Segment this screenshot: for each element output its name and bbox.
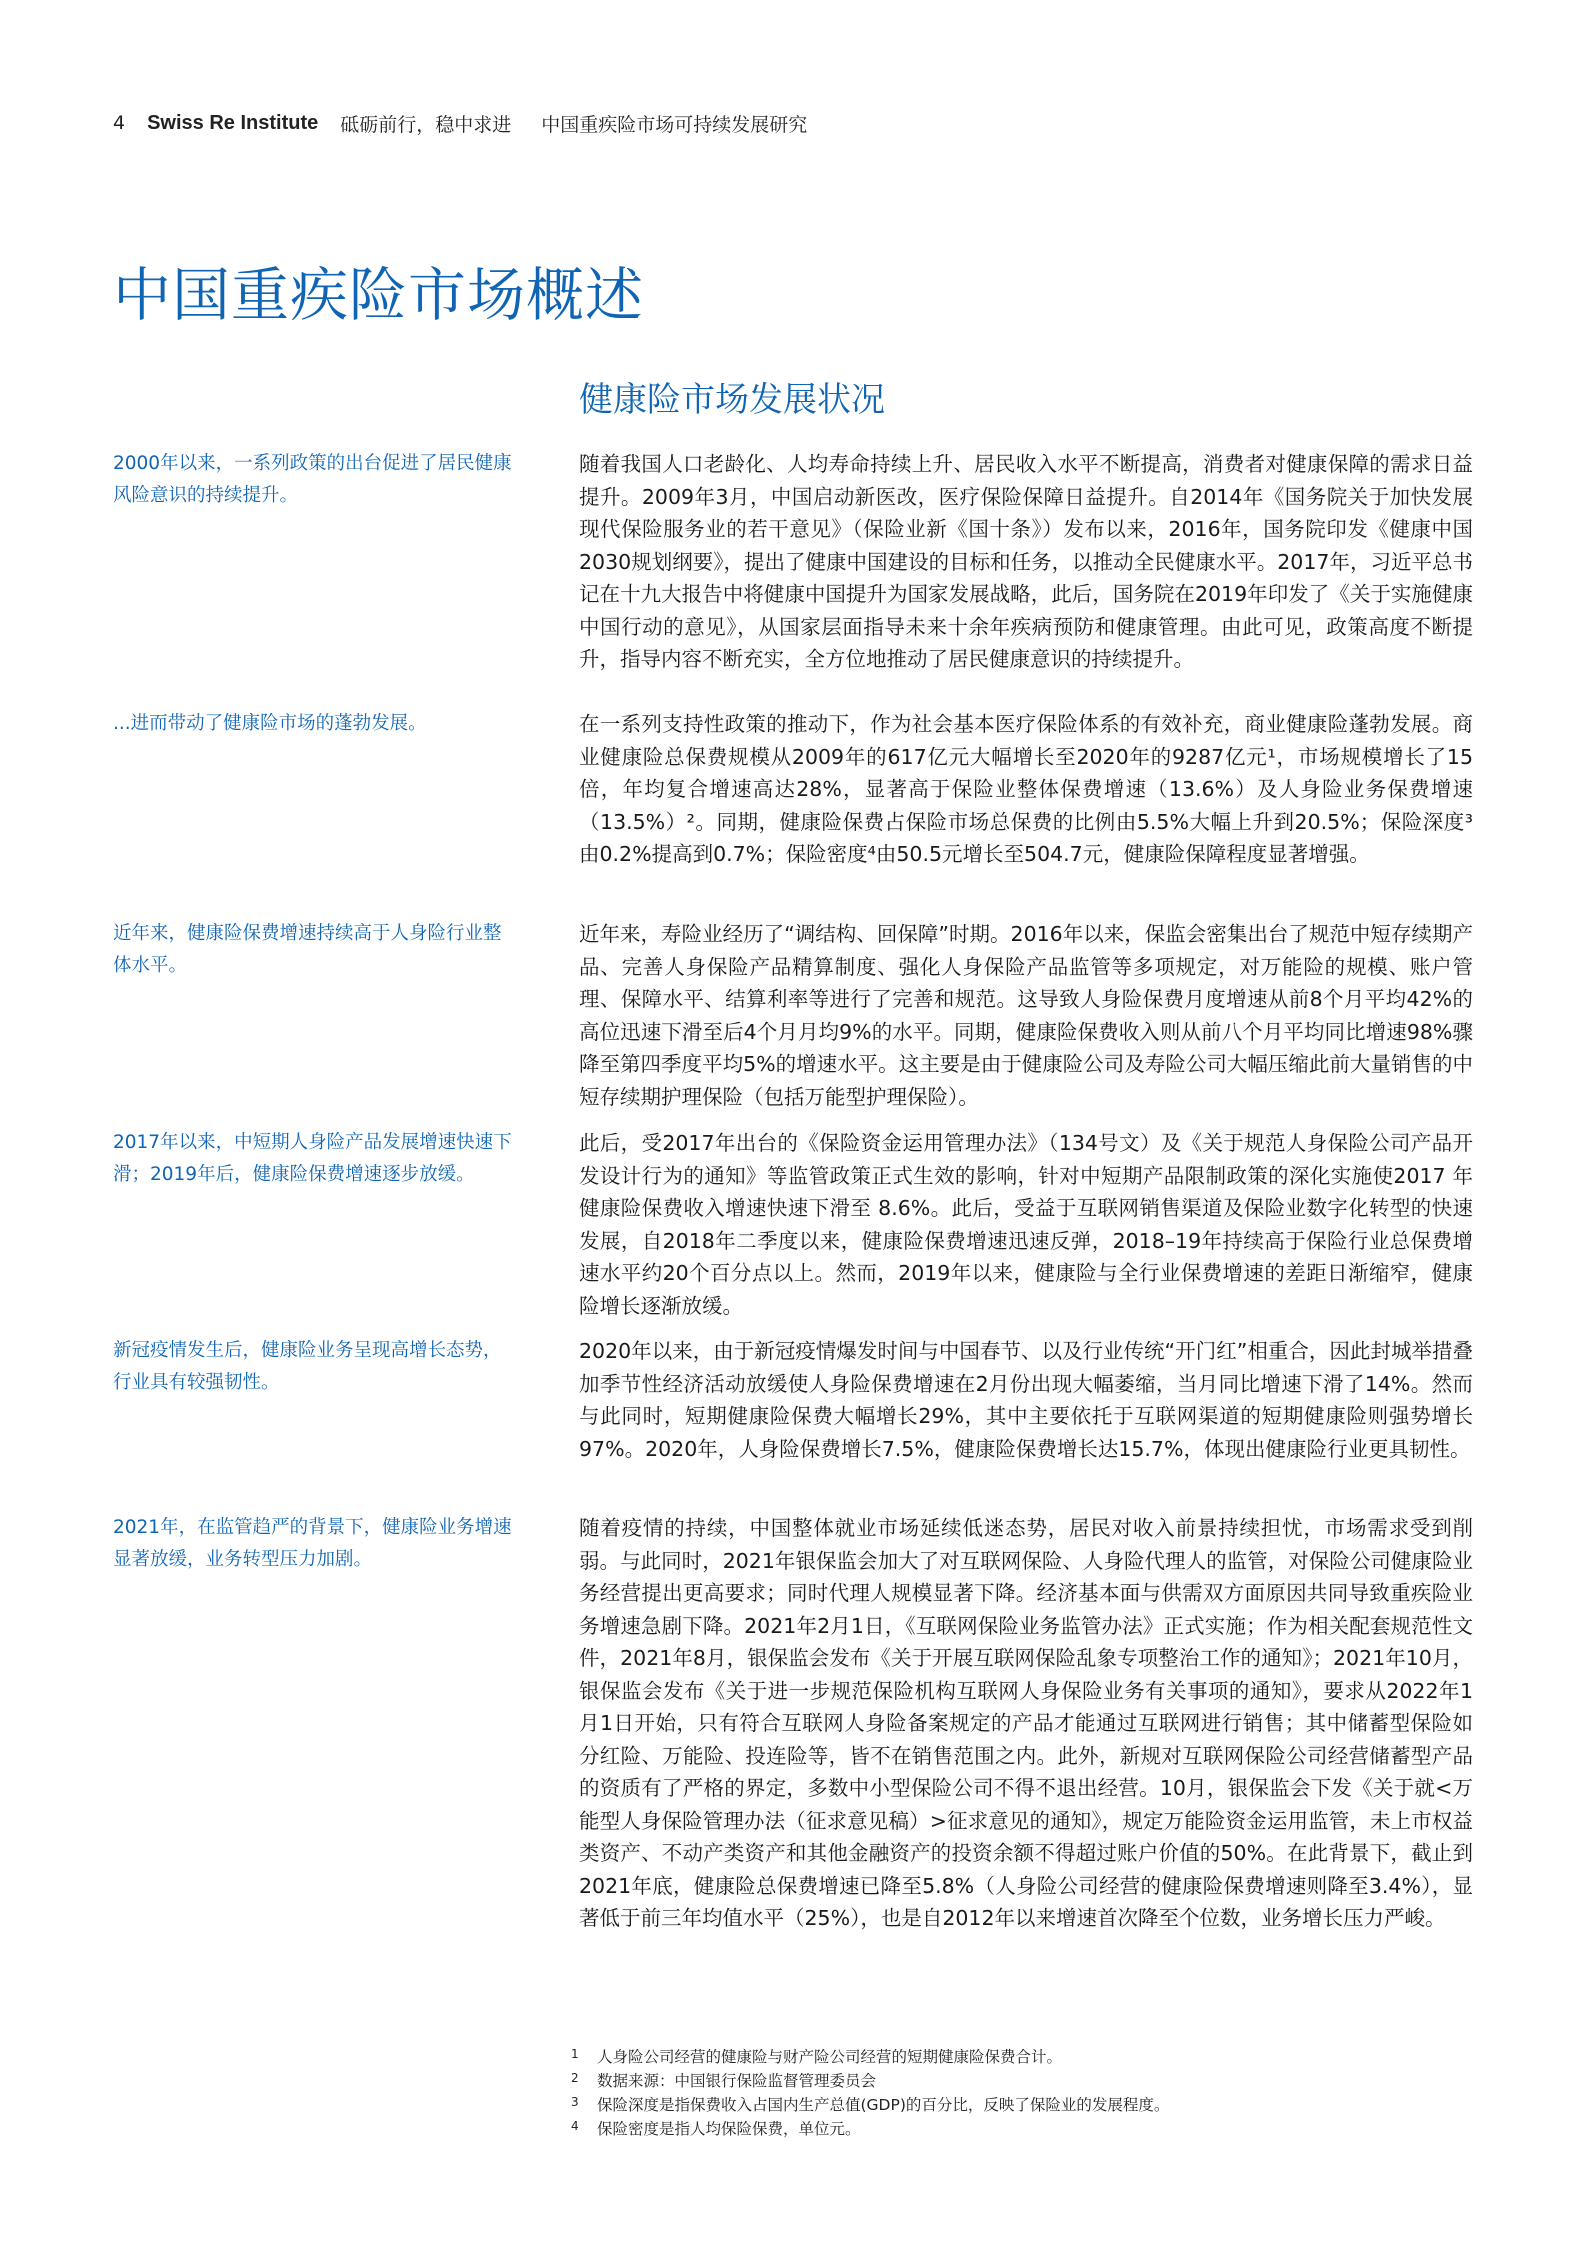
running-header <box>113 108 807 138</box>
brand-name: Swiss Re Institute <box>147 111 319 134</box>
margin-note: 近年来，健康险保费增速持续高于人身险行业整体水平。 <box>113 923 502 976</box>
section-heading: 健康险市场发展状况 <box>579 380 885 420</box>
footnote-number: 4 <box>571 2119 579 2133</box>
footnotes <box>571 2045 1471 2141</box>
body-paragraph: 近年来，寿险业经历了“调结构、回保障”时期。2016年以来，保监会密集出台了规范中短存续期产品、完善人身保险产品精算制度、强化人身保险产品监管等多项规定，对万能险的规模、账户管理、保障水平、结算利率等进行了完善和规范。这导致人身险保费月度增速从前8个月平均42%的高位迅速下滑至后4个月月均9%的水平。同期，健康险保费收入则从前八个月平均同比增速98%骤降至第四季度平均5%的增速水平。这主要是由于健康险公司及寿险公司大幅压缩此前大量销售的中短存续期护理保险（包括万能型护理保险）。 <box>579 922 1473 1109</box>
footnote-number: 3 <box>571 2095 579 2109</box>
body-paragraph: 随着我国人口老龄化、人均寿命持续上升、居民收入水平不断提高，消费者对健康保障的需求日益提升。2009年3月，中国启动新医改，医疗保险保障日益提升。自2014年《国务院关于加快发展现代保险服务业的若干意见》（保险业新《国十条》）发布以来，2016年，国务院印发《健康中国2030规划纲要》，提出了健康中国建设的目标和任务，以推动全民健康水平。2017年，习近平总书记在十九大报告中将健康中国提升为国家发展战略，此后，国务院在2019年印发了《关于实施健康中国行动的意见》，从国家层面指导未来十余年疾病预防和健康管理。由此可见，政策高度不断提升，指导内容不断充实，全方位地推动了居民健康意识的持续提升。 <box>579 452 1473 671</box>
margin-note: 新冠疫情发生后，健康险业务呈现高增长态势，行业具有较强韧性。 <box>113 1340 502 1393</box>
footnote <box>571 2045 1471 2069</box>
footnote <box>571 2069 1471 2093</box>
margin-note: 2000年以来，一系列政策的出台促进了居民健康风险意识的持续提升。 <box>113 453 512 506</box>
footnote-text: 保险密度是指人均保险保费，单位元。 <box>597 2120 861 2138</box>
series-title: 砥砺前行，稳中求进 <box>340 113 512 136</box>
footnote <box>571 2093 1471 2117</box>
footnote <box>571 2117 1471 2141</box>
footnote-text: 保险深度是指保费收入占国内生产总值(GDP)的百分比，反映了保险业的发展程度。 <box>597 2096 1170 2114</box>
body-paragraph: 2020年以来，由于新冠疫情爆发时间与中国春节、以及行业传统“开门红”相重合，因此封城举措叠加季节性经济活动放缓使人身险保费增速在2月份出现大幅萎缩，当月同比增速下滑了14%。然而与此同时，短期健康险保费大幅增长29%，其中主要依托于互联网渠道的短期健康险则强势增长97%。2020年，人身险保费增长7.5%，健康险保费增长达15.7%，体现出健康险行业更具韧性。 <box>579 1339 1473 1461</box>
report-title: 中国重疾险市场可持续发展研究 <box>541 113 808 136</box>
footnote-number: 1 <box>571 2047 579 2061</box>
page-title: 中国重疾险市场概述 <box>113 261 645 329</box>
body-paragraph: 在一系列支持性政策的推动下，作为社会基本医疗保险体系的有效补充，商业健康险蓬勃发展。商业健康险总保费规模从2009年的617亿元大幅增长至2020年的9287亿元¹，市场规模增长了15倍，年均复合增速高达28%，显著高于保险业整体保费增速（13.6%）及人身险业务保费增速（13.5%）²。同期，健康险保费占保险市场总保费的比例由5.5%大幅上升到20.5%；保险深度³由0.2%提高到0.7%；保险密度⁴由50.5元增长至504.7元，健康险保障程度显著增强。 <box>579 712 1473 866</box>
footnote-number: 2 <box>571 2071 579 2085</box>
page-number: 4 <box>113 112 126 134</box>
body-paragraph: 此后，受2017年出台的《保险资金运用管理办法》（134号文）及《关于规范人身保险公司产品开发设计行为的通知》等监管政策正式生效的影响，针对中短期产品限制政策的深化实施使2017 年健康险保费收入增速快速下滑至 8.6%。此后，受益于互联网销售渠道及保险业数字化转型的快速发展，自2018年二季度以来，健康险保费增速迅速反弹，2018–19年持续高于保险行业总保费增速水平约20个百分点以上。然而，2019年以来，健康险与全行业保费增速的差距日渐缩窄，健康险增长逐渐放缓。 <box>579 1131 1473 1318</box>
margin-note: 2021年，在监管趋严的背景下，健康险业务增速显著放缓，业务转型压力加剧。 <box>113 1517 512 1570</box>
body-paragraph: 随着疫情的持续，中国整体就业市场延续低迷态势，居民对收入前景持续担忧，市场需求受到削弱。与此同时，2021年银保监会加大了对互联网保险、人身险代理人的监管，对保险公司健康险业务经营提出更高要求；同时代理人规模显著下降。经济基本面与供需双方面原因共同导致重疾险业务增速急剧下降。2021年2月1日，《互联网保险业务监管办法》正式实施；作为相关配套规范性文件，2021年8月，银保监会发布《关于开展互联网保险乱象专项整治工作的通知》；2021年10月，银保监会发布《关于进一步规范保险机构互联网人身保险业务有关事项的通知》，要求从2022年1月1日开始，只有符合互联网人身险备案规定的产品才能通过互联网进行销售；其中储蓄型保险如分红险、万能险、投连险等，皆不在销售范围之内。此外，新规对互联网保险公司经营储蓄型产品的资质有了严格的界定，多数中小型保险公司不得不退出经营。10月，银保监会下发《关于就<万能型人身保险管理办法（征求意见稿）>征求意见的通知》，规定万能险资金运用监管，未上市权益类资产、不动产类资产和其他金融资产的投资余额不得超过账户价值的50%。在此背景下，截止到2021年底，健康险总保费增速已降至5.8%（人身险公司经营的健康险保费增速则降至3.4%），显著低于前三年均值水平（25%），也是自2012年以来增速首次降至个位数，业务增长压力严峻。 <box>579 1516 1473 1930</box>
footnote-text: 人身险公司经营的健康险与财产险公司经营的短期健康险保费合计。 <box>597 2048 1063 2066</box>
margin-note: ...进而带动了健康险市场的蓬勃发展。 <box>113 713 427 734</box>
footnote-text: 数据来源：中国银行保险监督管理委员会 <box>597 2072 877 2090</box>
margin-note: 2017年以来，中短期人身险产品发展增速快速下滑；2019年后，健康险保费增速逐步放缓。 <box>113 1132 512 1185</box>
